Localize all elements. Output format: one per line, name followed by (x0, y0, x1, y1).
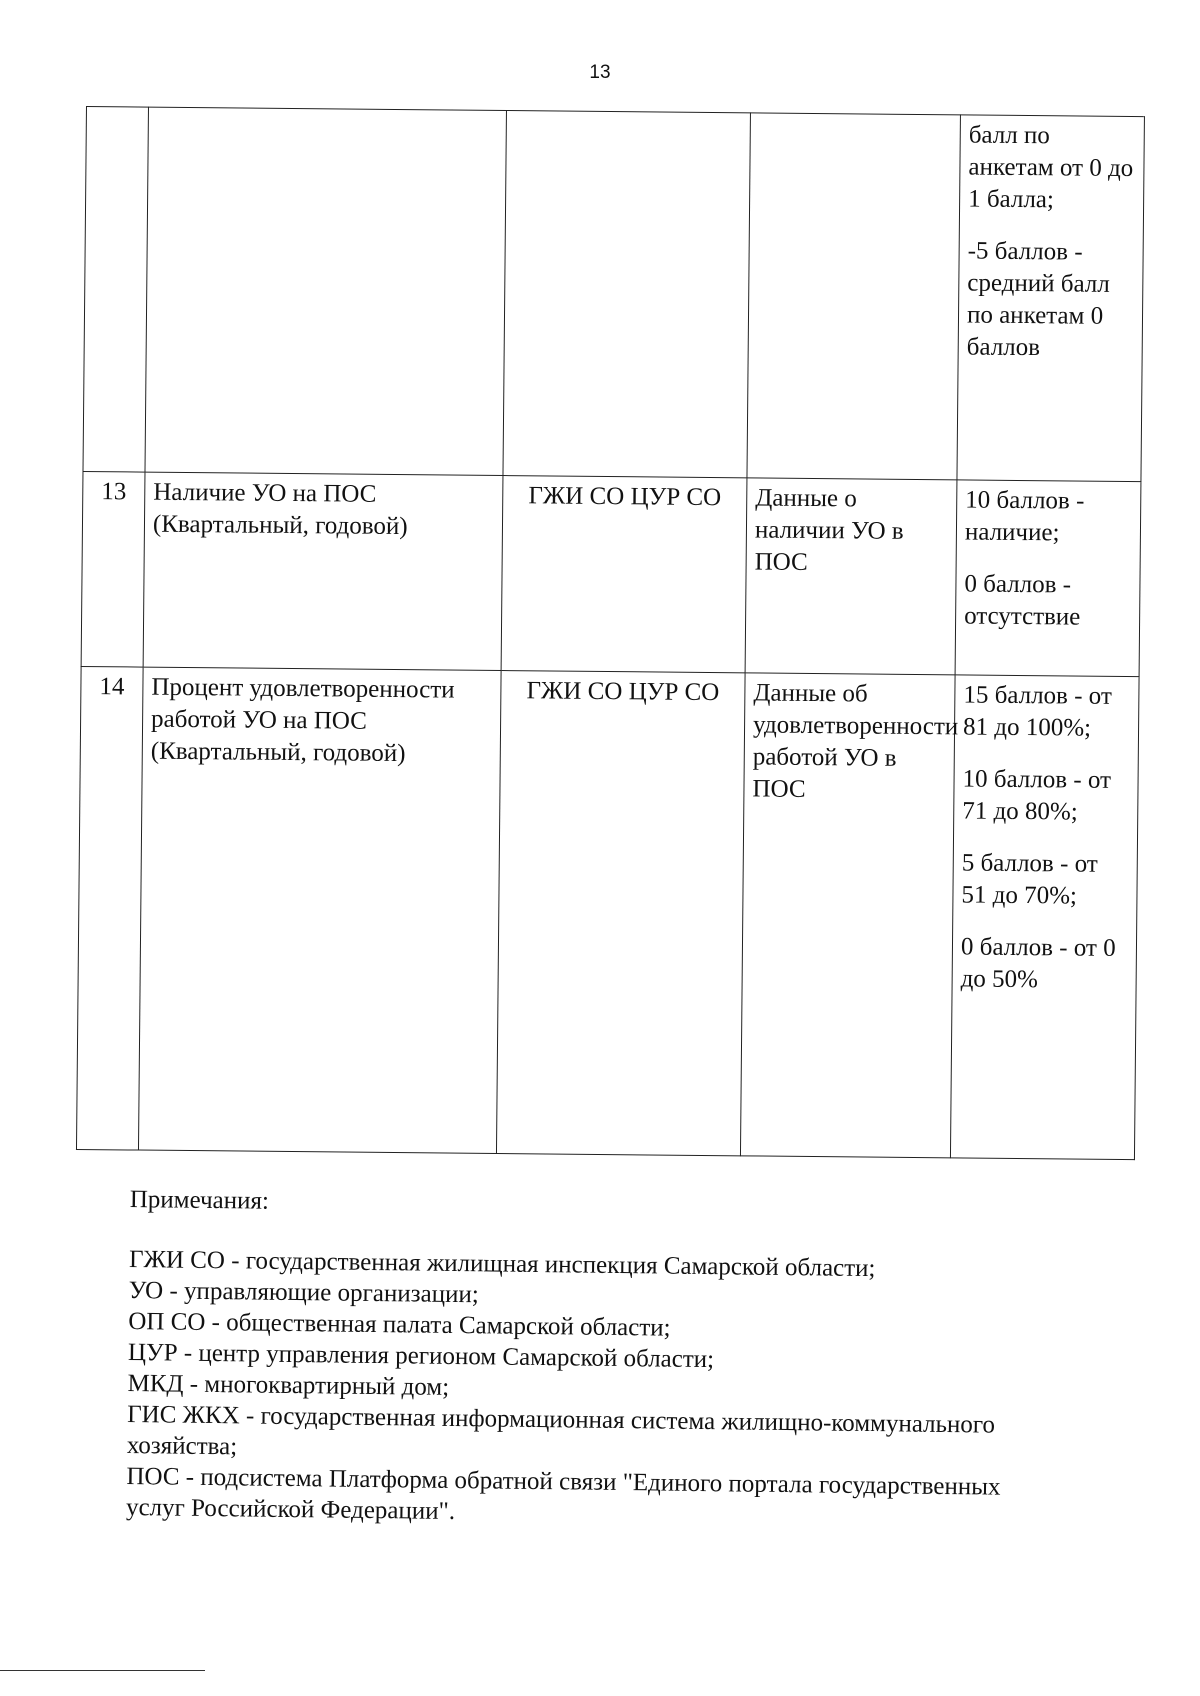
score-item: 10 баллов - от 71 до 80%; (962, 765, 1112, 826)
data-cell: Данные об удовлетворенности работой УО в ПОС (740, 673, 955, 1158)
criterion-name-cell: Процент удовлетворенности работой УО на ПОС (Квартальный, годовой) (138, 667, 501, 1153)
notes-section (126, 1184, 1010, 1534)
criterion-name-cell: Наличие УО на ПОС (Квартальный, годовой) (143, 472, 503, 670)
source-cell: ГЖИ СО ЦУР СО (501, 476, 747, 673)
table-row (76, 666, 1139, 1159)
footer-rule (0, 1670, 205, 1671)
score-cell (957, 115, 1144, 482)
score-item: 0 баллов - от 0 до 50% (960, 933, 1116, 994)
score-item: 5 баллов - от 51 до 70%; (961, 849, 1098, 910)
note-line: ГЖИ СО - государственная жилищная инспекция Самарской области; (128, 1245, 876, 1283)
row-number-cell: 13 (81, 471, 145, 667)
source-cell (503, 111, 750, 478)
score-item: 0 баллов - отсутствие (964, 570, 1081, 631)
score-item: 15 баллов - от 81 до 100%; (962, 681, 1112, 742)
data-cell: Данные о наличии УО в ПОС (745, 478, 957, 675)
note-line: ПОС - подсистема Платформа обратной связи "Единого портала государственных услуг Российской Федерации". (125, 1462, 1001, 1525)
data-cell (747, 113, 960, 480)
score-item: балл по анкетам от 0 до 1 балла; (968, 121, 1134, 214)
criteria-table (76, 106, 1145, 1160)
score-item: 10 баллов - наличие; (964, 486, 1085, 547)
page-number: 13 (589, 62, 611, 83)
note-line: УО - управляющие организации; (128, 1276, 479, 1309)
row-number-cell: 14 (76, 666, 143, 1150)
note-line: ГИС ЖКХ - государственная информационная система жилищно-коммунального хозяйства; (126, 1400, 996, 1461)
score-item: -5 баллов - средний балл по анкетам 0 баллов (966, 237, 1110, 362)
score-cell (955, 480, 1141, 677)
row-number-cell (83, 107, 149, 473)
notes-title: Примечания: (129, 1185, 270, 1215)
source-cell: ГЖИ СО ЦУР СО (496, 671, 745, 1156)
note-line: МКД - многоквартирный дом; (127, 1369, 450, 1401)
criteria-table-wrapper (76, 106, 1144, 1160)
score-cell (950, 675, 1139, 1160)
note-line: ОП СО - общественная палата Самарской области; (128, 1307, 671, 1342)
table-row (83, 107, 1144, 482)
criterion-name-cell (145, 107, 506, 475)
note-line: ЦУР - центр управления регионом Самарской области; (127, 1338, 715, 1374)
table-row (81, 471, 1141, 676)
